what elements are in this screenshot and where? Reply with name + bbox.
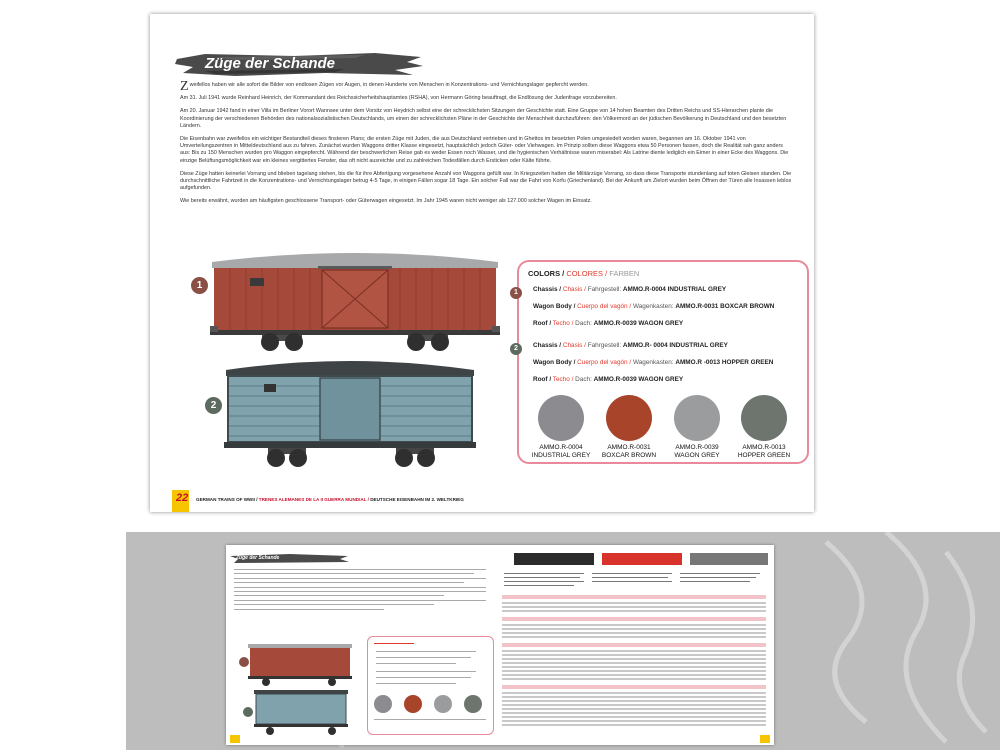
swatch-label: AMMO.R-0013 HOPPER GREEN [737,444,791,459]
page-number: 22 [176,492,189,504]
mini-wagons-graphic [236,640,356,740]
article-body [180,79,792,212]
mini-page-tab [760,735,770,743]
swatch-label: AMMO.R-0004 INDUSTRIAL GREY [531,444,591,459]
paint-swatch [606,395,652,441]
color-spec-line: Wagon Body / Cuerpo del vagón / Wagenkasten: AMMO.R-0031 BOXCAR BROWN [533,303,775,310]
color-spec-line: Chassis / Chasis / Fahrgestell: AMMO.R- 0004 INDUSTRIAL GREY [533,342,728,349]
book-page [150,14,814,512]
swatch-label: AMMO.R-0039 WAGON GREY [674,444,720,459]
paint-swatch [538,395,584,441]
paint-swatch [674,395,720,441]
wagon-number-badge: 1 [191,277,208,294]
mini-header-black [514,553,594,565]
wagon-number-badge: 2 [205,397,222,414]
wagon-blue-illustration [224,354,476,472]
colors-heading: COLORS / COLORES / FARBEN [528,269,640,278]
mini-header-grey [690,553,768,565]
color-spec-line: Wagon Body / Cuerpo del vagón / Wagenkasten: AMMO.R -0013 HOPPER GREEN [533,359,774,366]
mini-page-tab [230,735,240,743]
page-title: Züge der Schande [205,55,336,72]
group-number-badge: 1 [510,287,522,299]
color-spec-line: Roof / Techo / Dach: AMMO.R-0039 WAGON GREY [533,376,684,383]
mini-header-red [602,553,682,565]
paragraph: Die Eisenbahn war zweifellos ein wichtiger Bestandteil dieses finsteren Plans; die ersten Züge mit Juden, die aus Deutschland vertrieben und in Ghettos im besetzten Polen umgesiedelt worden waren, begannen am 16. Oktober 1941 von Umverteilungszentren in Mitteldeutschland aus zu fahren. Zunächst wurden Waggons dritter Klasse eingesetzt, hauptsächlich jedoch Güter- oder Viehwagen. Im Prinzip sollten diese Waggons etwa 50 Personen fassen, doch die Realität sah ganz anders aus: Bis zu 150 Menschen wurden pro Waggon eingepfercht. Während der beschwerlichen Reise gab es weder Essen noch Wasser, und die hygienischen Verhältnisse waren miserabel: Als Latrine diente lediglich ein Eimer in einer Ecke des Waggons. Die einzige Belüftungsmöglichkeit war ein kleines vergittertes Fenster, das oft nicht ausreichte und zu zahlreichen Todesfällen durch Ersticken oder Kälte führte. [180,136,789,164]
color-spec-line: Chassis / Chasis / Fahrgestell: AMMO.R-0004 INDUSTRIAL GREY [533,286,727,293]
paragraph: Zweifellos haben wir alle sofort die Bilder von endlosen Zügen vor Augen, in denen Hunderte von Menschen in Konzentrations- und Vernichtungslager gepfercht werden. [180,79,589,94]
paragraph: Am 31. Juli 1941 wurde Reinhard Heinrich, der Kommandant des Reichssicherheitshauptamtes (RSHA), von Hermann Göring beauftragt, die Endlösung der Judenfrage vorzubereiten. [180,95,617,102]
drop-cap: Z [180,79,189,94]
page-footer: GERMAN TRAINS OF WWII / TRENES ALEMANES DE LA II GUERRA MUNDIAL / DEUTSCHE EISENBAHN IM 2. WELTKRIEG [196,497,464,502]
swatch-label: AMMO.R-0031 BOXCAR BROWN [601,444,657,459]
wagon-red-illustration [210,240,500,352]
book-spread-preview [226,545,774,745]
paragraph: Diese Züge hatten keinerlei Vorrang und blieben tagelang stehen, bis die für ihre Abfertigung vorgesehene Anzahl von Waggons gefüllt war. In Kriegszeiten hatten die Militärzüge Vorrang, so dass diese Transporte stundenlang auf toten Gleisen standen. Die durchschnittliche Fahrtzeit in die Konzentrations- und Vernichtungslager betrug 4-5 Tage, in einigen Fällen sogar 18 Tage. Ein solcher Fall war die Fahrt von Korfu (Griechenland). Bei der Ankunft am Zielort wurden beim Öffnen der Türen alle Insassen leblos aufgefunden. [180,170,792,192]
mini-colors-panel [367,636,494,735]
paragraph: Am 20. Januar 1942 fand in einer Villa im Berliner Vorort Wannsee unter dem Vorsitz von Heydrich selbst eine der schrecklichsten Sitzungen der Geschichte statt. Eine Gruppe von 14 hohen Beamten des Dritten Reichs und SS-Hierarchen plante die Koordinierung der verschiedenen Behörden des nationalsozialistischen Deutschlands, um einen der schrecklichsten Pläne in der Geschichte der Menschheit durchzuführen: den Völkermord an der jüdischen Bevölkerung in Deutschland und den besetzten Ländern. [180,108,787,129]
group-number-badge: 2 [510,343,522,355]
colors-panel [517,260,809,464]
color-spec-line: Roof / Techo / Dach: AMMO.R-0039 WAGON GREY [533,320,684,327]
paragraph: Wie bereits erwähnt, wurden am häufigsten geschlossene Transport- oder Güterwagen eingesetzt. Im Jahr 1945 waren nicht weniger als 127.000 solcher Wagen im Einsatz. [180,198,592,205]
mini-page-title: Züge der Schande [236,555,280,561]
paint-swatch [741,395,787,441]
title-banner [175,51,425,79]
